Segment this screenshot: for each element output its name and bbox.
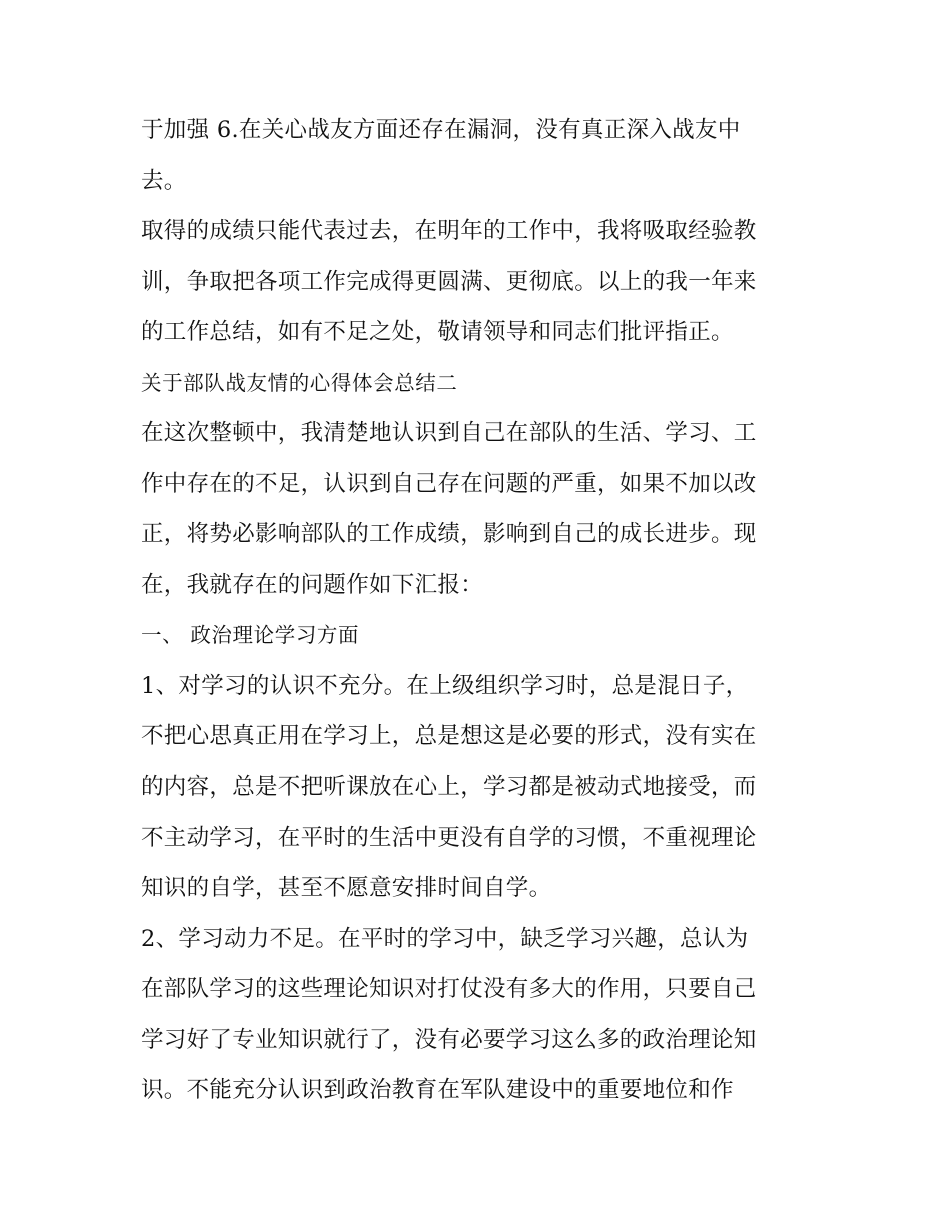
text-line: 去。 bbox=[141, 168, 187, 194]
text-line: 的内容，总是不把听课放在心上，学习都是被动式地接受，而 bbox=[141, 774, 757, 800]
text-line: 不把心思真正用在学习上，总是想这是必要的形式，没有实在 bbox=[141, 723, 757, 749]
text-line: 作中存在的不足，认识到自己存在问题的严重，如果不加以改 bbox=[141, 471, 757, 497]
text-line: 在部队学习的这些理论知识对打仗没有多大的作用，只要自己 bbox=[141, 976, 757, 1002]
text-line: 的工作总结，如有不足之处，敬请领导和同志们批评指正。 bbox=[141, 319, 734, 345]
text-line: 不主动学习，在平时的生活中更没有自学的习惯，不重视理论 bbox=[141, 825, 757, 851]
section-heading: 一、 政治理论学习方面 bbox=[141, 623, 360, 647]
text-line: 在，我就存在的问题作如下汇报： bbox=[141, 572, 484, 598]
text-line: 知识的自学，甚至不愿意安排时间自学。 bbox=[141, 875, 552, 901]
text-line: 识。不能充分认识到政治教育在军队建设中的重要地位和作 bbox=[141, 1077, 734, 1103]
text-line: 取得的成绩只能代表过去，在明年的工作中，我将吸取经验教 bbox=[141, 218, 757, 244]
text-line: 2、学习动力不足。在平时的学习中，缺乏学习兴趣，总认为 bbox=[141, 926, 749, 952]
text-line: 学习好了专业知识就行了，没有必要学习这么多的政治理论知 bbox=[141, 1027, 757, 1053]
text-line: 训，争取把各项工作完成得更圆满、更彻底。以上的我一年来 bbox=[141, 269, 757, 295]
text-line: 1、对学习的认识不充分。在上级组织学习时，总是混日子， bbox=[141, 673, 749, 699]
text-line: 在这次整顿中，我清楚地认识到自己在部队的生活、学习、工 bbox=[141, 420, 757, 446]
text-line: 正，将势必影响部队的工作成绩，影响到自己的成长进步。现 bbox=[141, 521, 757, 547]
text-line: 于加强 6.在关心战友方面还存在漏洞，没有真正深入战友中 bbox=[141, 117, 741, 143]
section-heading: 关于部队战友情的心得体会总结二 bbox=[141, 371, 458, 395]
